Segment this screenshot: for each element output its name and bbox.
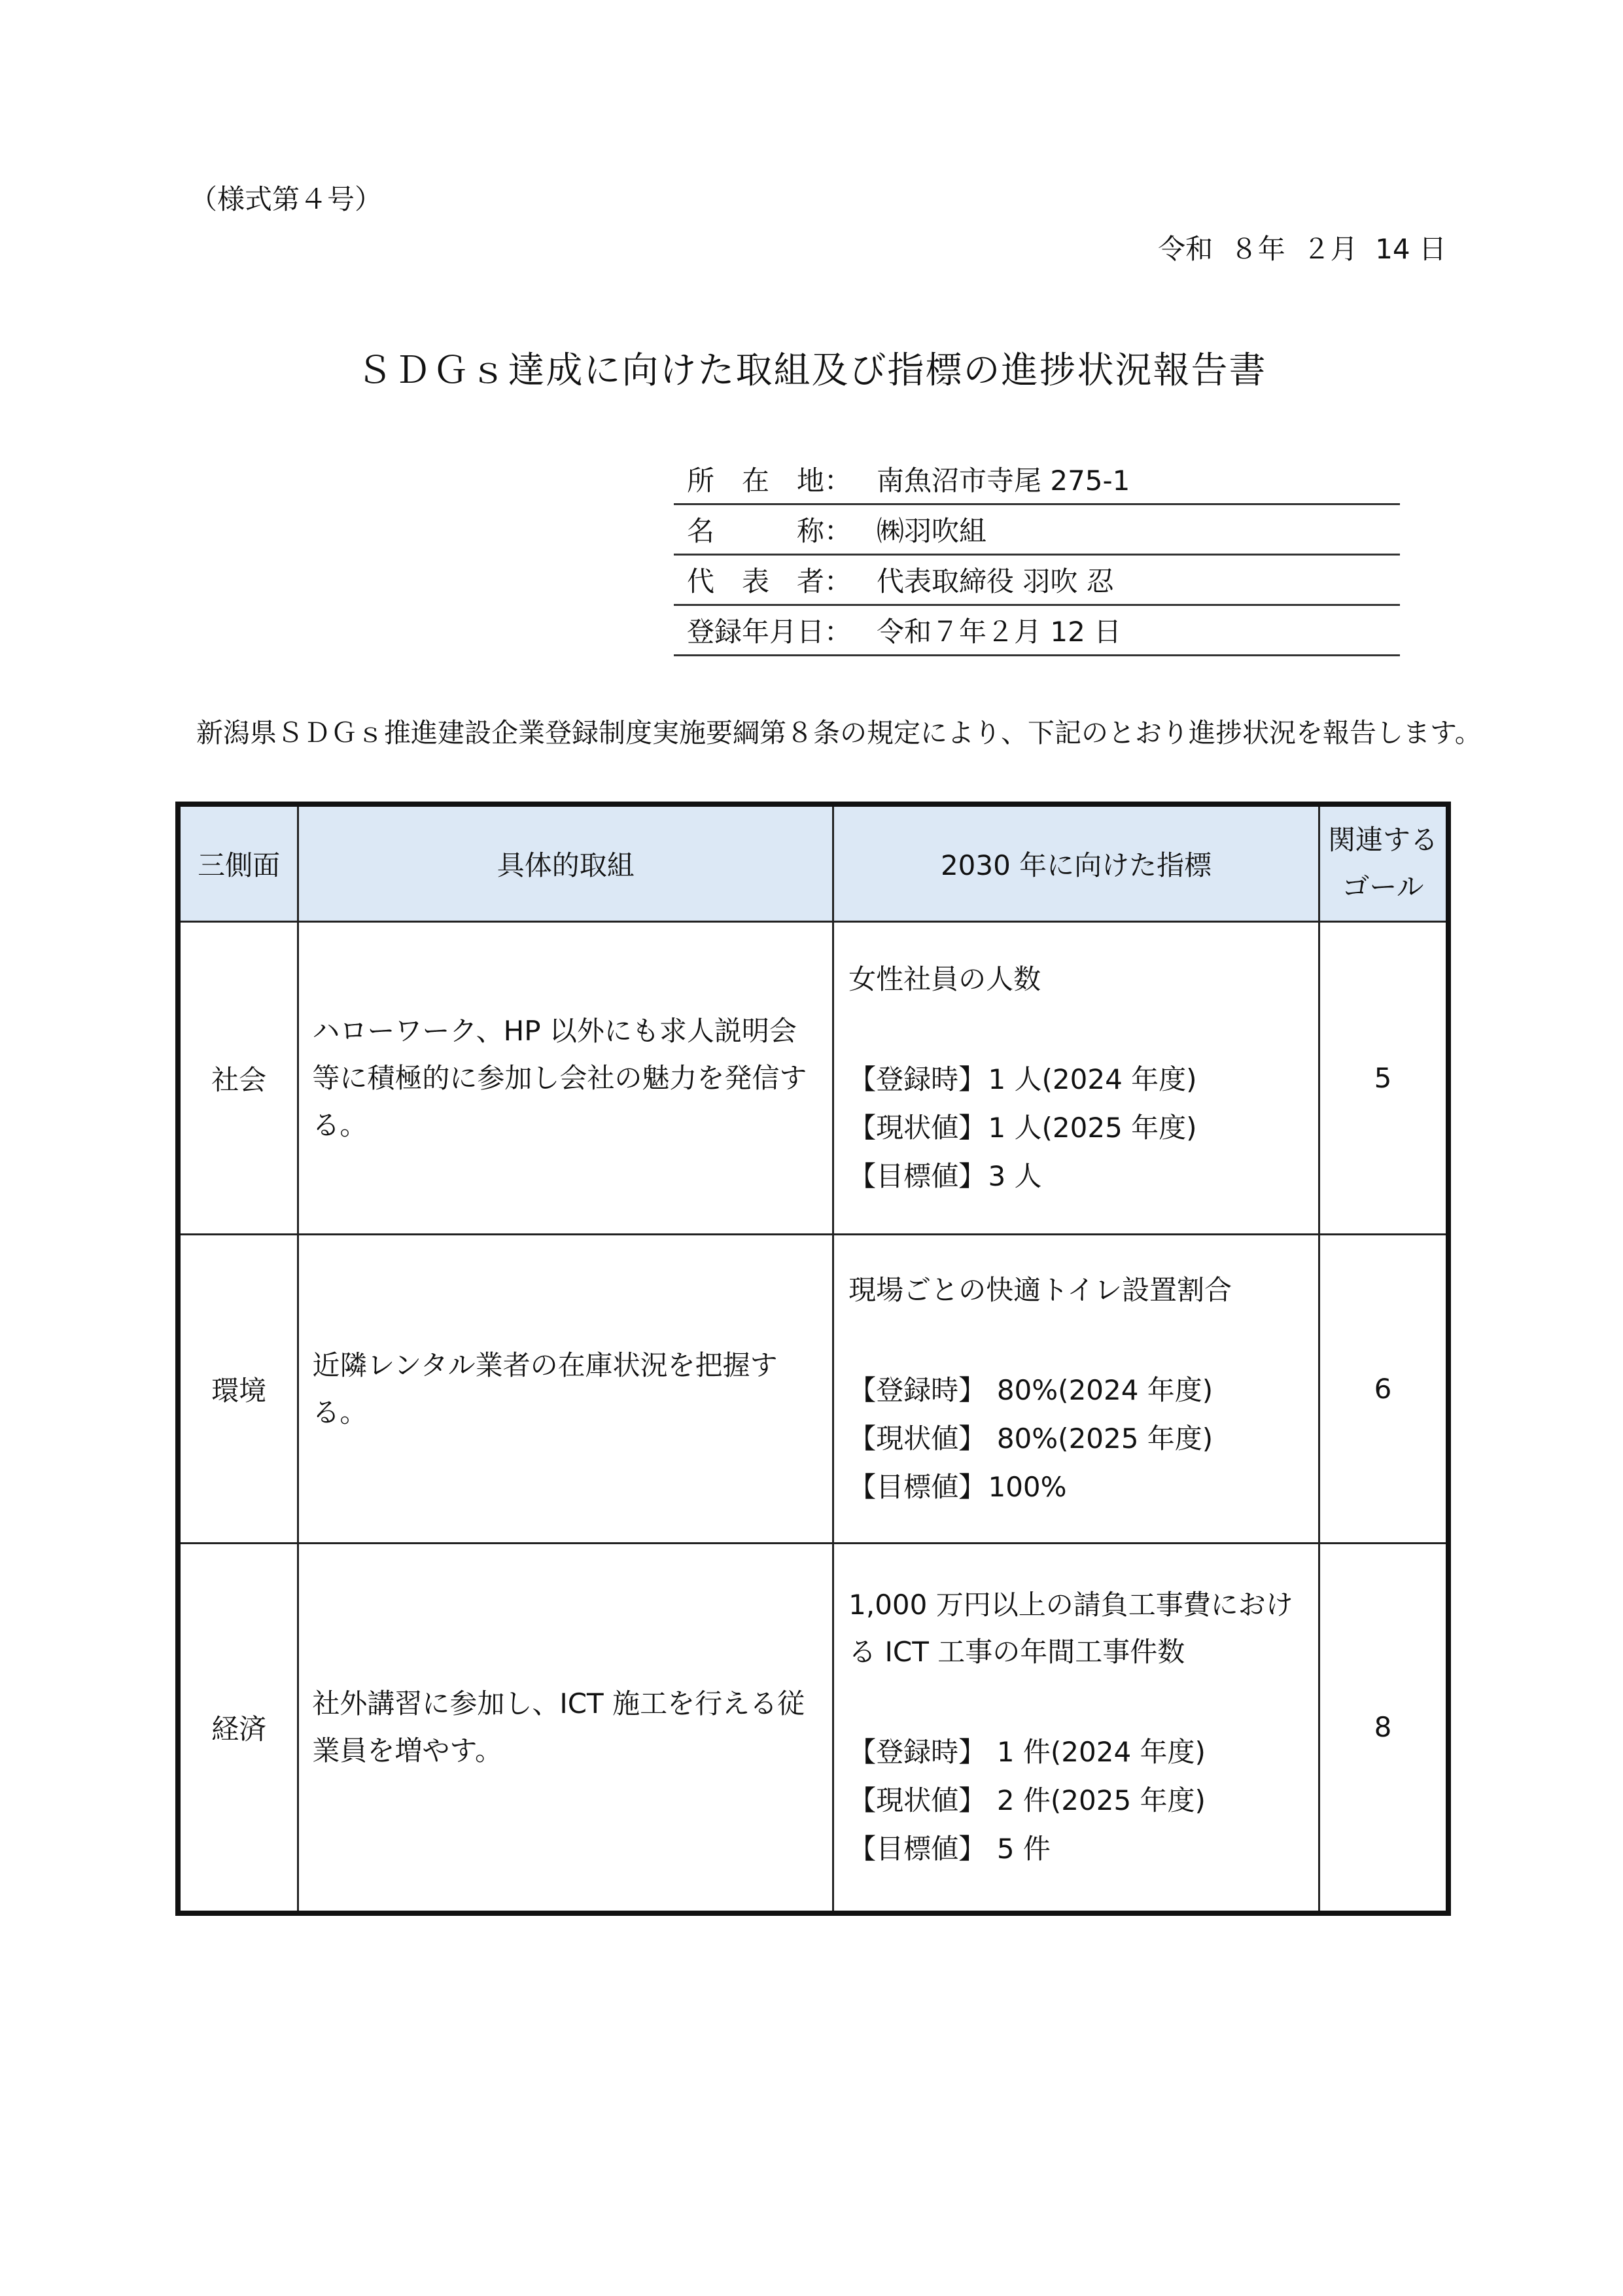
- header-aspect: 三側面: [178, 804, 298, 922]
- form-number: （様式第４号）: [190, 183, 383, 215]
- current-label: 【現状値】: [848, 1111, 986, 1144]
- info-value: 令和７年２月 12 日: [877, 616, 1122, 648]
- indicator-title: 女性社員の人数: [848, 963, 1041, 995]
- initiative-cell: 近隣レンタル業者の在庫状況を把握する。: [298, 1235, 833, 1544]
- initiative-cell: ハローワーク、HP 以外にも求人説明会等に積極的に参加し会社の魅力を発信する。: [298, 922, 833, 1235]
- target-label: 【目標値】: [848, 1832, 986, 1865]
- initiative-cell: 社外講習に参加し、ICT 施工を行える従業員を増やす。: [298, 1544, 833, 1913]
- header-goal-line2: ゴール: [1342, 871, 1424, 903]
- table-row: [178, 1544, 1448, 1913]
- target-line: [848, 1152, 1304, 1201]
- indicator-title: 1,000 万円以上の請負工事費における ICT 工事の年間工事件数: [848, 1588, 1293, 1668]
- aspect-cell: 環境: [178, 1235, 298, 1544]
- target-line: [848, 1463, 1304, 1511]
- registered-line: [848, 1366, 1304, 1415]
- indicator-cell: [833, 1544, 1319, 1913]
- current-label: 【現状値】: [848, 1784, 986, 1816]
- registered-label: 【登録時】: [848, 1735, 986, 1768]
- info-label: 代 表 者：: [687, 565, 852, 597]
- info-value: ㈱羽吹組: [877, 515, 987, 547]
- indicator-cell: [833, 922, 1319, 1235]
- info-label: 所 在 地：: [687, 465, 852, 497]
- registered-label: 【登録時】: [848, 1063, 986, 1095]
- indicator-cell: [833, 1235, 1319, 1544]
- current-line: [848, 1104, 1304, 1152]
- current-value: 80%(2025 年度): [979, 1422, 1213, 1455]
- applicant-info: [674, 455, 1400, 656]
- info-row-representative: [674, 556, 1400, 606]
- registered-label: 【登録時】: [848, 1373, 986, 1406]
- current-line: [848, 1415, 1304, 1463]
- info-row-name: [674, 505, 1400, 556]
- target-label: 【目標値】: [848, 1470, 986, 1503]
- goal-cell: 5: [1319, 922, 1448, 1235]
- registered-value: 80%(2024 年度): [979, 1373, 1213, 1406]
- aspect-cell: 社会: [178, 922, 298, 1235]
- registered-value: 1 人(2024 年度): [979, 1063, 1197, 1095]
- current-line: [848, 1776, 1304, 1825]
- current-value: 2 件(2025 年度): [979, 1784, 1206, 1816]
- info-value: 南魚沼市寺尾 275-1: [877, 465, 1130, 497]
- target-label: 【目標値】: [848, 1159, 986, 1192]
- info-label: 名 称：: [687, 515, 852, 547]
- header-goal-line1: 関連する: [1328, 824, 1439, 856]
- registered-line: [848, 1728, 1304, 1776]
- info-value: 代表取締役 羽吹 忍: [877, 565, 1114, 597]
- target-line: [848, 1825, 1304, 1873]
- header-indicator: 2030 年に向けた指標: [833, 804, 1319, 922]
- statement-text: 新潟県ＳＤＧｓ推進建設企業登録制度実施要綱第８条の規定により、下記のとおり進捗状況を報告します。: [196, 717, 1482, 749]
- target-value: 100%: [979, 1470, 1067, 1503]
- info-row-registration-date: [674, 606, 1400, 656]
- progress-table: [175, 802, 1451, 1916]
- header-initiative: 具体的取組: [298, 804, 833, 922]
- registered-value: 1 件(2024 年度): [979, 1735, 1206, 1768]
- target-value: 3 人: [979, 1159, 1042, 1192]
- page-title: ＳＤＧｓ達成に向けた取組及び指標の進捗状況報告書: [356, 349, 1267, 392]
- table-header-row: [178, 804, 1448, 922]
- table-row: [178, 1235, 1448, 1544]
- report-date: 令和 ８年 ２月 14 日: [1158, 233, 1446, 265]
- aspect-cell: 経済: [178, 1544, 298, 1913]
- goal-cell: 6: [1319, 1235, 1448, 1544]
- target-value: 5 件: [979, 1832, 1051, 1865]
- info-label: 登録年月日：: [687, 616, 852, 648]
- goal-cell: 8: [1319, 1544, 1448, 1913]
- current-value: 1 人(2025 年度): [979, 1111, 1197, 1144]
- header-goal: [1319, 804, 1448, 922]
- table-row: [178, 922, 1448, 1235]
- current-label: 【現状値】: [848, 1422, 986, 1455]
- indicator-title: 現場ごとの快適トイレ設置割合: [848, 1273, 1232, 1306]
- info-row-address: [674, 455, 1400, 505]
- registered-line: [848, 1055, 1304, 1104]
